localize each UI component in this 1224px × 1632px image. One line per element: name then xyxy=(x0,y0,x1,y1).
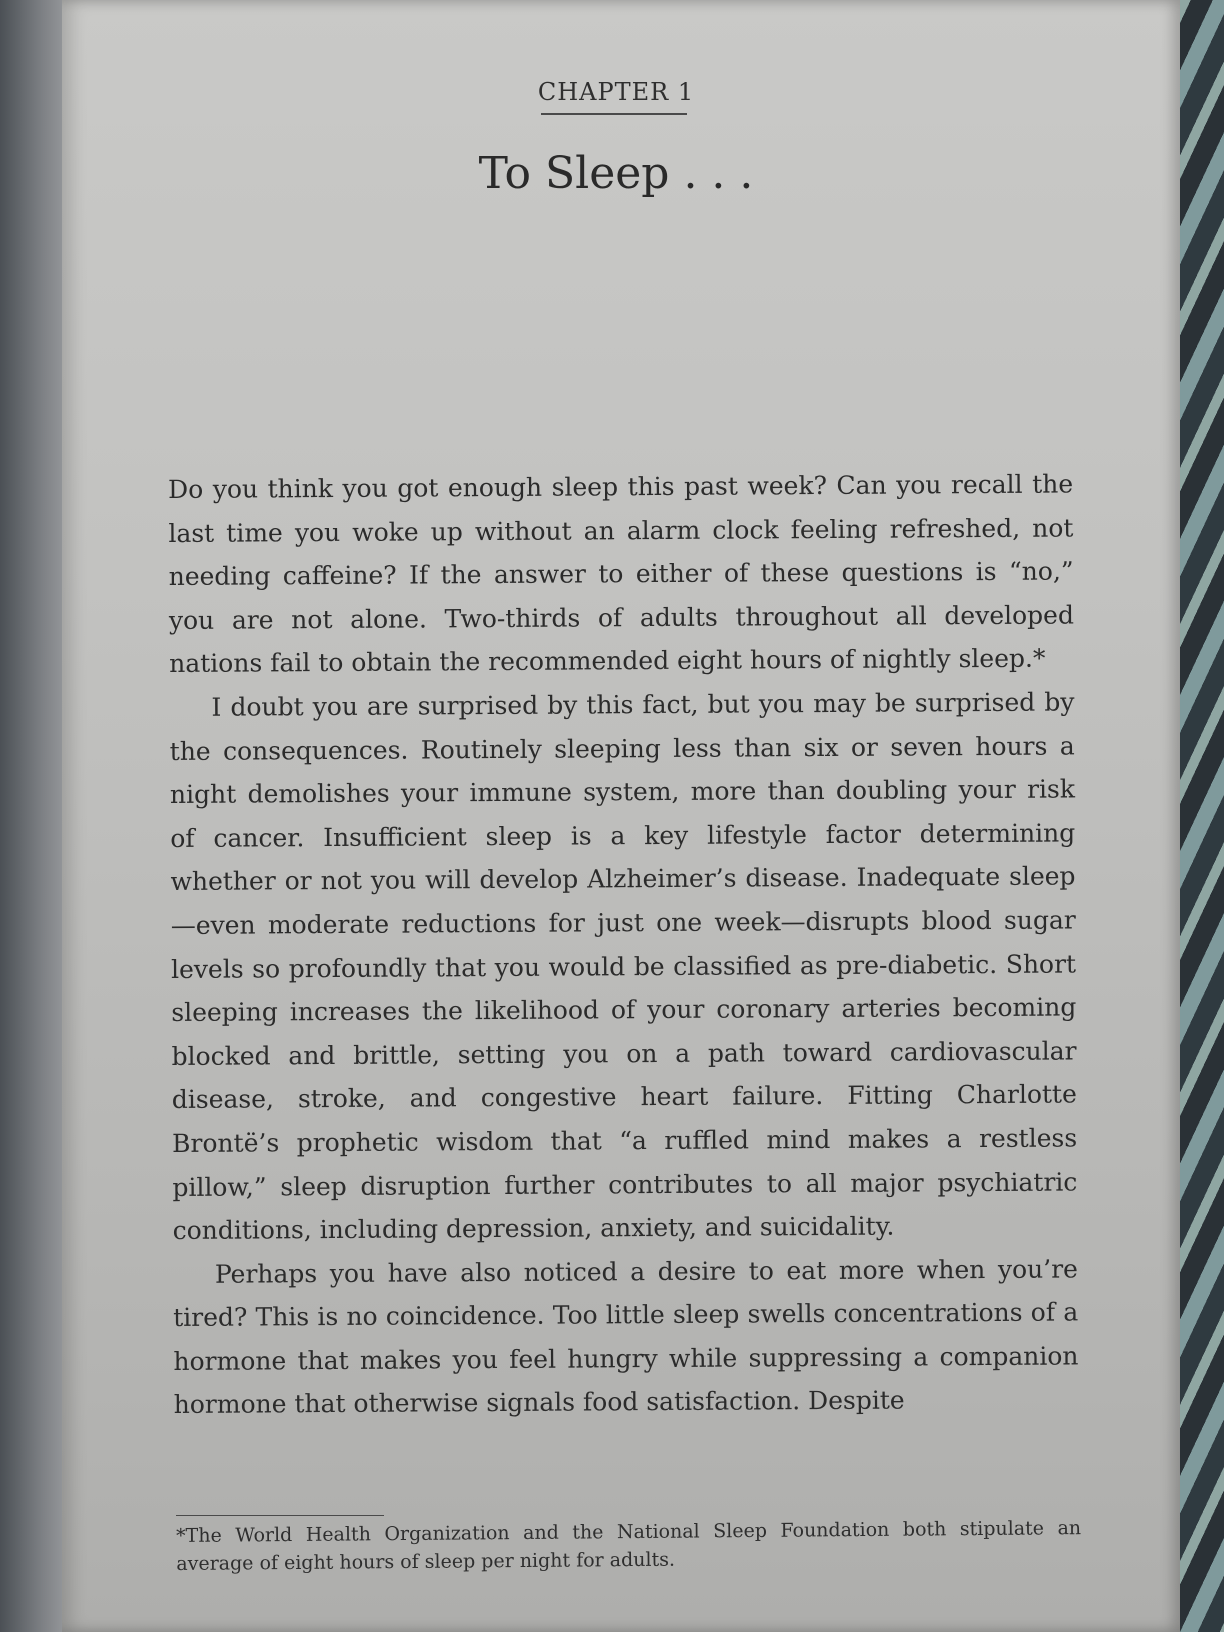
footnote-divider xyxy=(176,1515,384,1516)
paragraph-3: Perhaps you have also noticed a desire to eat more when you’re tired? This is no coincidence. Too little sleep swells concentrations of a hormone that makes you feel hungry while suppressing a companion hormone that otherwise signals food satisfaction. Despite xyxy=(173,1254,1079,1420)
footnote: *The World Health Organization and the National Sleep Foundation both stipulate an average of eight hours of sleep per night for adults. xyxy=(176,1517,1082,1575)
paragraph-2: I doubt you are surprised by this fact, but you may be surprised by the consequences. Routinely sleeping less than six or seven hours a night demolishes your immune system, more than doubling your risk of cancer. Insufficient sleep is a key lifestyle factor determining whether or not you will develop Alzheimer’s disease. Inadequate sleep—even moderate reductions for just one week—disrupts blood sugar levels so profoundly that you would be classified as pre-diabetic. Short sleeping increases the likelihood of your coronary arteries becoming blocked and brittle, setting you on a path toward cardiovascular disease, stroke, and congestive heart failure. Fitting Charlotte Brontë’s prophetic wisdom that “a ruffled mind makes a restless pillow,” sleep disruption further contributes to all major psychiatric conditions, including depression, anxiety, and suicidality. xyxy=(169,687,1078,1246)
body-text xyxy=(168,462,1079,1427)
paragraph-1: Do you think you got enough sleep this past week? Can you recall the last time you woke up without an alarm clock feeling refreshed, not needing caffeine? If the answer to either of these questions is “no,” you are not alone. Two-thirds of adults throughout all developed nations fail to obtain the recommended eight hours of nightly sleep.* xyxy=(168,469,1075,679)
chapter-label: CHAPTER 1 xyxy=(537,78,695,106)
chapter-label-underline xyxy=(541,113,687,115)
chapter-title: To Sleep . . . xyxy=(478,148,754,199)
book-gutter xyxy=(0,0,70,1632)
